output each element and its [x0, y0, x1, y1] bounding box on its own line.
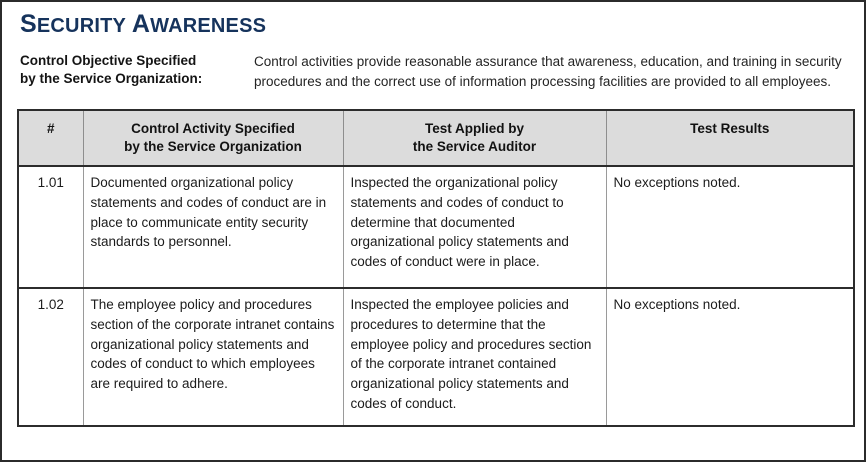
- title-part-0-rest: ECURITY: [36, 15, 127, 37]
- table-header: [18, 110, 854, 166]
- column-header-control-activity-line2: by the Service Organization: [124, 138, 302, 154]
- control-objective-label-line1: Control Objective Specified: [20, 53, 197, 69]
- title-part-0-cap: S: [20, 10, 37, 38]
- cell-test-results: No exceptions noted.: [606, 166, 854, 288]
- table-body: [18, 166, 854, 426]
- title-part-1-rest: WARENESS: [150, 15, 267, 37]
- cell-control-activity: The employee policy and procedures section of the corporate intranet contains organizational policy statements and codes of conduct to which employees are required to adhere.: [83, 288, 343, 426]
- column-header-number-line1: #: [46, 121, 55, 137]
- cell-test-applied: Inspected the organizational policy statements and codes of conduct to determine that documented organizational policy statements and codes of conduct were in place.: [343, 166, 606, 288]
- cell-test-applied: Inspected the employee policies and procedures to determine that the employee policy and procedures section of the corporate intranet contained organizational policy statements and codes of conduct.: [343, 288, 606, 426]
- column-header-test-results: [606, 110, 854, 166]
- column-header-control-activity: [83, 110, 343, 166]
- cell-test-results: No exceptions noted.: [606, 288, 854, 426]
- cell-control-activity: Documented organizational policy statements and codes of conduct are in place to communicate entity security standards to personnel.: [83, 166, 343, 288]
- column-header-number: [18, 110, 83, 166]
- column-header-test-results-line1: Test Results: [690, 121, 770, 137]
- page-title: [20, 11, 850, 37]
- column-header-test-applied: [343, 110, 606, 166]
- table-row: [18, 288, 854, 426]
- column-header-test-applied-line1: Test Applied by: [424, 121, 524, 137]
- table-row: [18, 166, 854, 288]
- cell-row-number: 1.01: [18, 166, 83, 288]
- column-header-control-activity-line1: Control Activity Specified: [131, 121, 295, 137]
- table-header-row: [18, 110, 854, 166]
- control-objective-text: Control activities provide reasonable assurance that awareness, education, and training in security procedures and the correct use of information processing facilities are provided to all employees.: [254, 54, 842, 90]
- title-part-1-cap: A: [131, 10, 151, 38]
- cell-row-number: 1.02: [18, 288, 83, 426]
- column-header-test-applied-line2: the Service Auditor: [412, 138, 537, 154]
- control-objective-label-line2: by the Service Organization:: [20, 71, 203, 87]
- control-objective-block: [20, 52, 850, 92]
- control-objective-label: [20, 52, 250, 88]
- control-activities-table: [17, 109, 855, 427]
- page-content: [2, 2, 864, 427]
